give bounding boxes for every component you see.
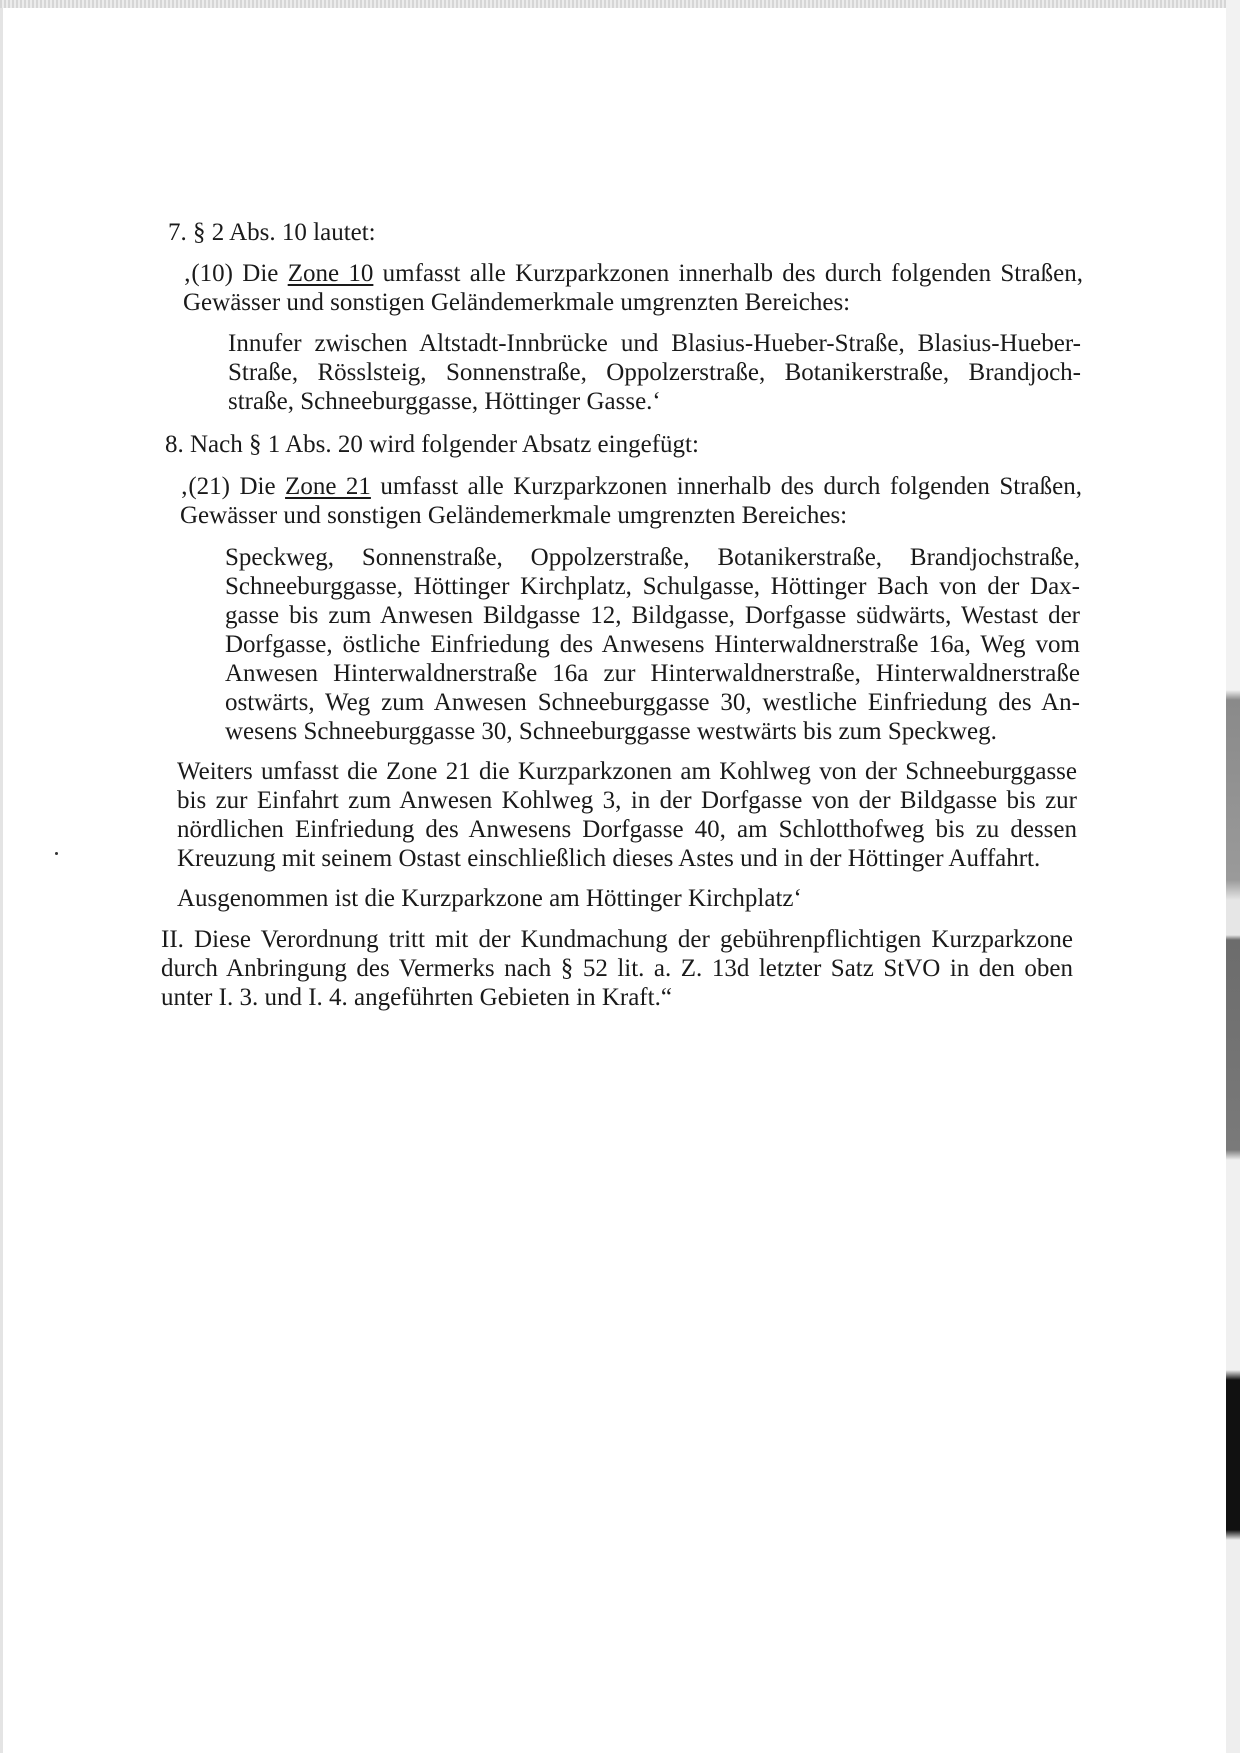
item-8-intro-line2: Gewässer und sonstigen Geländemerkmale umgrenzten Bereiches: [180,502,848,529]
item-7-intro-prefix: ‚(10) Die [183,260,288,287]
section-ii-line: durch Anbringung des Vermerks nach § 52 lit. a. Z. 13d letzter Satz StVO in den oben [161,955,1073,982]
item-8-intro-prefix: ‚(21) Die [180,473,286,500]
zone-21-label: Zone 21 [285,473,371,500]
item-8-boundary-line: Speckweg, Sonnenstraße, Oppolzerstraße, Botanikerstraße, Brandjochstraße, [225,544,1080,571]
item-7-boundary-line: Straße, Rösslsteig, Sonnenstraße, Oppolzerstraße, Botanikerstraße, Brandjoch- [228,359,1081,386]
item-8-exception: Ausgenommen ist die Kurzparkzone am Höttinger Kirchplatz‘ [177,885,802,912]
item-8-boundary-line: wesens Schneeburggasse 30, Schneeburggasse westwärts bis zum Speckweg. [225,718,997,745]
item-7-boundary-line: Innufer zwischen Altstadt-Innbrücke und Blasius-Hueber-Straße, Blasius-Hueber- [228,330,1081,357]
zone-10-label: Zone 10 [287,260,374,287]
item-8-intro-suffix: umfasst alle Kurzparkzonen innerhalb des durch folgenden Straßen, [370,473,1082,500]
item-7-heading: 7. § 2 Abs. 10 lautet: [168,219,376,246]
item-8-boundary-line: Anwesen Hinterwaldnerstraße 16a zur Hinterwaldnerstraße, Hinterwaldnerstraße [225,660,1080,687]
item-8-intro [180,472,1082,501]
item-7-intro-suffix: umfasst alle Kurzparkzonen innerhalb des durch folgenden Straßen, [373,260,1083,287]
scan-edge-left [0,8,3,1753]
item-7-intro [183,259,1083,288]
item-7-intro-line2: Gewässer und sonstigen Geländemerkmale umgrenzten Bereiches: [183,289,851,316]
section-ii-line: unter I. 3. und I. 4. angeführten Gebieten in Kraft.“ [161,984,672,1011]
item-8-boundary-line: gasse bis zum Anwesen Bildgasse 12, Bildgasse, Dorfgasse südwärts, Westast der [225,602,1080,629]
item-8-extra-line: Weiters umfasst die Zone 21 die Kurzparkzonen am Kohlweg von der Schneeburggasse [177,758,1077,785]
item-8-boundary-line: ostwärts, Weg zum Anwesen Schneeburggasse 30, westliche Einfriedung des An- [225,689,1080,716]
scan-edge-right [1226,0,1240,1753]
scan-edge-top [0,0,1240,8]
item-8-boundary-line: Schneeburggasse, Höttinger Kirchplatz, Schulgasse, Höttinger Bach von der Dax- [225,573,1080,600]
item-8-boundary-line: Dorfgasse, östliche Einfriedung des Anwesens Hinterwaldnerstraße 16a, Weg vom [225,631,1080,658]
item-8-extra-line: nördlichen Einfriedung des Anwesens Dorfgasse 40, am Schlotthofweg bis zu dessen [177,816,1077,843]
scan-speck [55,852,58,855]
item-8-extra-line: Kreuzung mit seinem Ostast einschließlich dieses Astes und in der Höttinger Auffahrt. [177,845,1041,872]
item-8-heading: 8. Nach § 1 Abs. 20 wird folgender Absatz eingefügt: [165,431,699,458]
section-ii-line: II. Diese Verordnung tritt mit der Kundmachung der gebührenpflichtigen Kurzparkzone [161,926,1073,953]
item-8-extra-line: bis zur Einfahrt zum Anwesen Kohlweg 3, in der Dorfgasse von der Bildgasse bis zur [177,787,1077,814]
item-7-boundary-line: straße, Schneeburggasse, Höttinger Gasse.‘ [228,388,661,415]
